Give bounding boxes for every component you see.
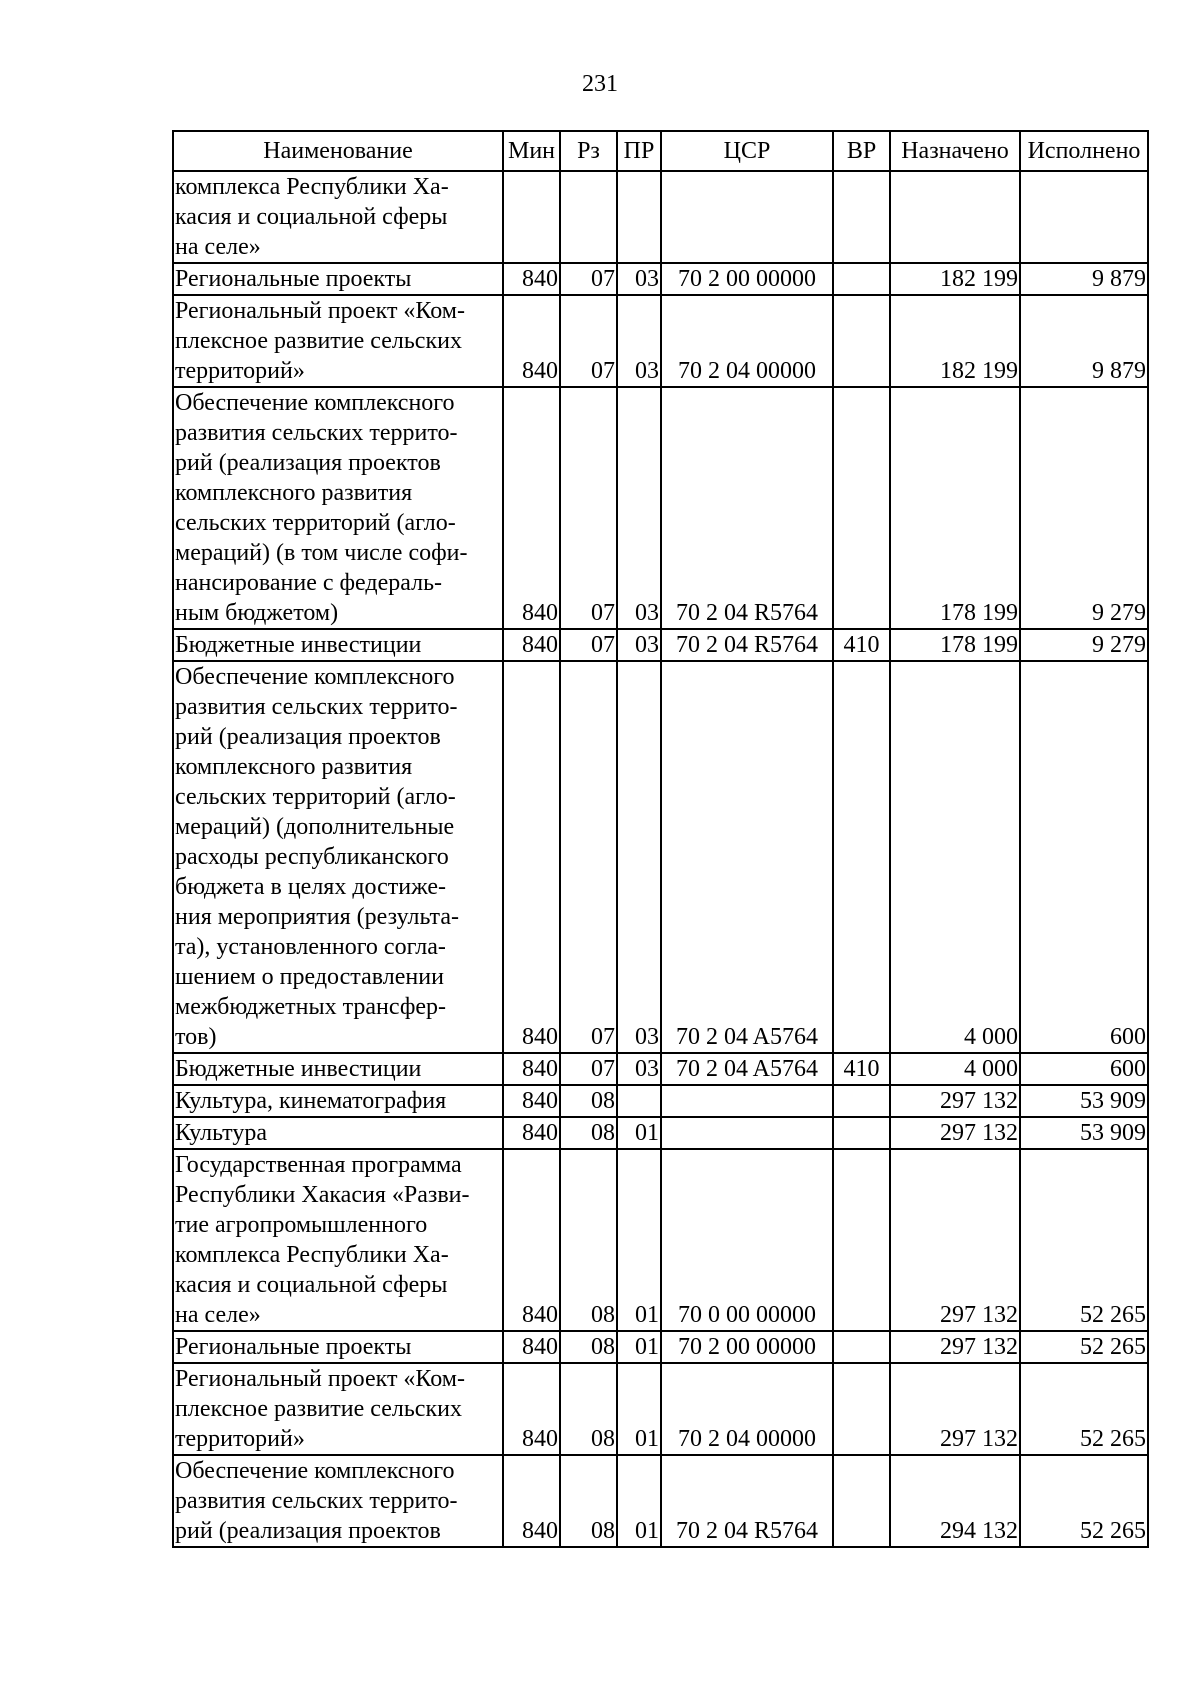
cell-min: 840 [503,1331,560,1363]
cell-executed: 53 909 [1020,1085,1148,1117]
cell-executed: 52 265 [1020,1363,1148,1455]
cell-vr [833,1085,890,1117]
cell-assigned: 297 132 [890,1149,1020,1331]
cell-pr: 03 [617,263,661,295]
cell-assigned: 4 000 [890,661,1020,1053]
cell-csr: 70 2 00 00000 [661,263,833,295]
cell-executed [1020,171,1148,263]
cell-min: 840 [503,1149,560,1331]
cell-vr [833,1117,890,1149]
cell-pr: 01 [617,1331,661,1363]
cell-rz: 08 [560,1331,617,1363]
cell-rz [560,171,617,263]
cell-executed: 52 265 [1020,1149,1148,1331]
cell-csr: 70 2 04 00000 [661,295,833,387]
cell-vr [833,387,890,629]
cell-name: Культура, кинематография [173,1085,503,1117]
table-row [173,263,1148,295]
cell-executed: 600 [1020,661,1148,1053]
cell-name: Культура [173,1117,503,1149]
cell-executed: 9 879 [1020,295,1148,387]
table-row [173,387,1148,629]
cell-rz: 07 [560,629,617,661]
cell-csr [661,1117,833,1149]
cell-name: Региональные проекты [173,1331,503,1363]
cell-min: 840 [503,295,560,387]
header-min: Мин [503,131,560,171]
cell-executed: 52 265 [1020,1331,1148,1363]
header-name: Наименование [173,131,503,171]
cell-name: комплекса Республики Ха- касия и социальной сферы на селе» [173,171,503,263]
cell-csr: 70 2 04 00000 [661,1363,833,1455]
cell-pr: 03 [617,387,661,629]
page-number: 231 [582,71,618,97]
cell-name: Региональные проекты [173,263,503,295]
cell-pr: 03 [617,295,661,387]
cell-rz: 08 [560,1085,617,1117]
cell-csr: 70 2 00 00000 [661,1331,833,1363]
cell-pr: 03 [617,629,661,661]
cell-assigned [890,171,1020,263]
cell-csr: 70 2 04 A5764 [661,1053,833,1085]
cell-name: Обеспечение комплексного развития сельских террито- рий (реализация проектов [173,1455,503,1547]
cell-min: 840 [503,1455,560,1547]
table-row [173,629,1148,661]
cell-rz: 07 [560,1053,617,1085]
cell-assigned: 178 199 [890,629,1020,661]
cell-vr [833,1455,890,1547]
cell-csr: 70 0 00 00000 [661,1149,833,1331]
header-csr: ЦСР [661,131,833,171]
cell-name: Государственная программа Республики Хакасия «Разви- тие агропромышленного комплекса Республики Ха- касия и социальной сферы на селе» [173,1149,503,1331]
cell-vr: 410 [833,629,890,661]
budget-table [172,130,1149,1548]
cell-min: 840 [503,661,560,1053]
cell-executed: 52 265 [1020,1455,1148,1547]
cell-assigned: 297 132 [890,1363,1020,1455]
cell-assigned: 178 199 [890,387,1020,629]
cell-assigned: 4 000 [890,1053,1020,1085]
table-row [173,1149,1148,1331]
cell-csr [661,1085,833,1117]
cell-assigned: 297 132 [890,1331,1020,1363]
cell-csr [661,171,833,263]
cell-rz: 08 [560,1117,617,1149]
cell-vr [833,171,890,263]
cell-assigned: 294 132 [890,1455,1020,1547]
cell-pr: 01 [617,1455,661,1547]
cell-min: 840 [503,1085,560,1117]
cell-name: Региональный проект «Ком- плексное развитие сельских территорий» [173,295,503,387]
cell-name: Обеспечение комплексного развития сельских террито- рий (реализация проектов комплексного развития сельских территорий (агло- мераций) (дополнительные расходы республиканского бюджета в целях достиже- ния мероприятия (результа- та), установленного согла- шением о предоставлении межбюджетных трансфер- тов) [173,661,503,1053]
cell-vr [833,295,890,387]
cell-rz: 07 [560,295,617,387]
cell-pr [617,1085,661,1117]
cell-rz: 08 [560,1455,617,1547]
table-row [173,1455,1148,1547]
cell-rz: 08 [560,1363,617,1455]
cell-executed: 600 [1020,1053,1148,1085]
cell-assigned: 182 199 [890,263,1020,295]
cell-executed: 9 279 [1020,629,1148,661]
cell-rz: 07 [560,661,617,1053]
cell-executed: 53 909 [1020,1117,1148,1149]
header-vr: ВР [833,131,890,171]
header-executed: Исполнено [1020,131,1148,171]
cell-vr: 410 [833,1053,890,1085]
cell-name: Бюджетные инвестиции [173,629,503,661]
table-row [173,1117,1148,1149]
cell-csr: 70 2 04 R5764 [661,387,833,629]
header-row [173,131,1148,171]
table-row [173,1331,1148,1363]
table-row [173,1053,1148,1085]
header-rz: Рз [560,131,617,171]
cell-assigned: 297 132 [890,1085,1020,1117]
cell-name: Обеспечение комплексного развития сельских террито- рий (реализация проектов комплексного развития сельских территорий (агло- мераций) (в том числе софи- нансирование с федераль- ным бюджетом) [173,387,503,629]
table-row [173,1085,1148,1117]
cell-rz: 08 [560,1149,617,1331]
cell-min: 840 [503,387,560,629]
cell-min: 840 [503,1363,560,1455]
header-pr: ПР [617,131,661,171]
cell-csr: 70 2 04 A5764 [661,661,833,1053]
cell-csr: 70 2 04 R5764 [661,629,833,661]
cell-min: 840 [503,629,560,661]
cell-pr [617,171,661,263]
table-row [173,661,1148,1053]
cell-vr [833,661,890,1053]
table-row [173,1363,1148,1455]
cell-vr [833,1363,890,1455]
cell-name: Бюджетные инвестиции [173,1053,503,1085]
cell-assigned: 182 199 [890,295,1020,387]
cell-pr: 03 [617,661,661,1053]
cell-executed: 9 879 [1020,263,1148,295]
table-row [173,295,1148,387]
cell-min [503,171,560,263]
cell-pr: 01 [617,1149,661,1331]
cell-min: 840 [503,1053,560,1085]
header-assigned: Назначено [890,131,1020,171]
cell-rz: 07 [560,387,617,629]
cell-csr: 70 2 04 R5764 [661,1455,833,1547]
cell-pr: 03 [617,1053,661,1085]
cell-min: 840 [503,263,560,295]
cell-pr: 01 [617,1363,661,1455]
cell-vr [833,1149,890,1331]
cell-name: Региональный проект «Ком- плексное развитие сельских территорий» [173,1363,503,1455]
cell-assigned: 297 132 [890,1117,1020,1149]
cell-vr [833,1331,890,1363]
cell-rz: 07 [560,263,617,295]
cell-executed: 9 279 [1020,387,1148,629]
table-row [173,171,1148,263]
cell-pr: 01 [617,1117,661,1149]
cell-vr [833,263,890,295]
cell-min: 840 [503,1117,560,1149]
